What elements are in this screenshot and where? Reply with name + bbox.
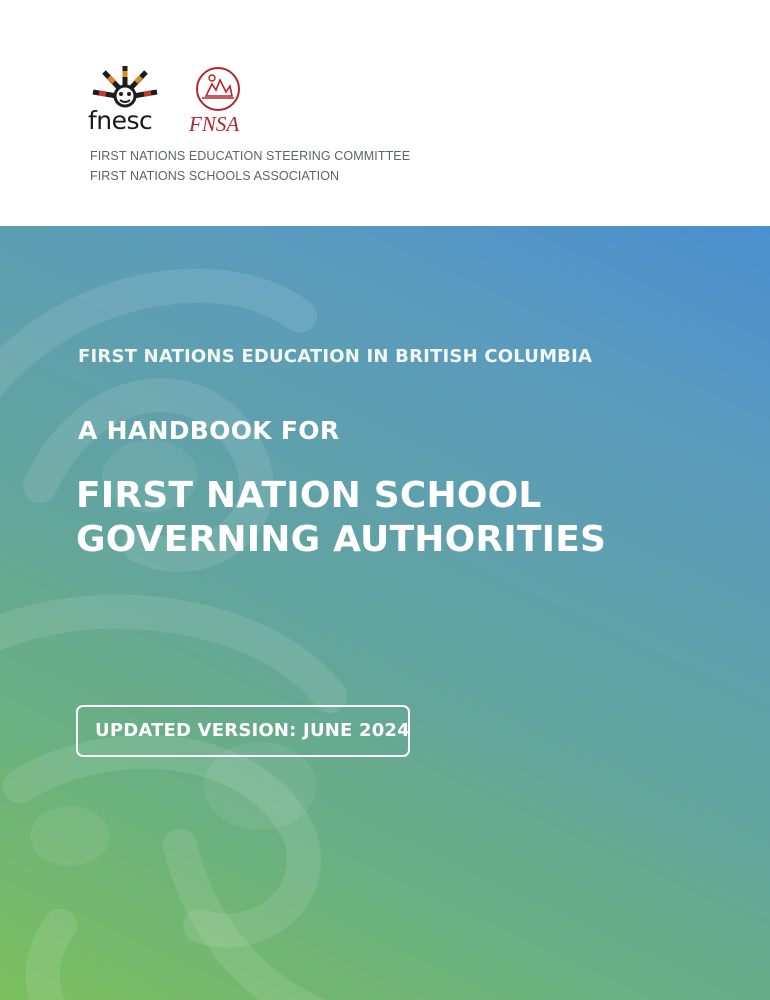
version-badge-label: UPDATED VERSION: JUNE 2024 — [95, 720, 410, 741]
document-title-line-2: GOVERNING AUTHORITIES — [76, 519, 607, 560]
fnsa-emblem-icon — [192, 66, 244, 112]
fnesc-emblem-icon — [90, 64, 160, 110]
handbook-for-heading: A HANDBOOK FOR — [78, 416, 340, 445]
fnsa-logo-wordmark: FNSA — [189, 112, 240, 136]
org-name-fnsa: FIRST NATIONS SCHOOLS ASSOCIATION — [90, 169, 340, 183]
org-name-fnesc: FIRST NATIONS EDUCATION STEERING COMMITTEE — [90, 149, 411, 163]
cover-panel — [0, 226, 770, 1000]
formline-art-background — [0, 226, 770, 1000]
document-title-line-1: FIRST NATION SCHOOL — [76, 475, 542, 516]
fnesc-logo-wordmark: fnesc — [88, 106, 153, 135]
subject-eyebrow: FIRST NATIONS EDUCATION IN BRITISH COLUMBIA — [78, 346, 593, 367]
fnsa-logo — [186, 64, 252, 136]
version-badge — [76, 705, 410, 757]
fnesc-logo — [88, 64, 164, 136]
header — [0, 0, 770, 226]
